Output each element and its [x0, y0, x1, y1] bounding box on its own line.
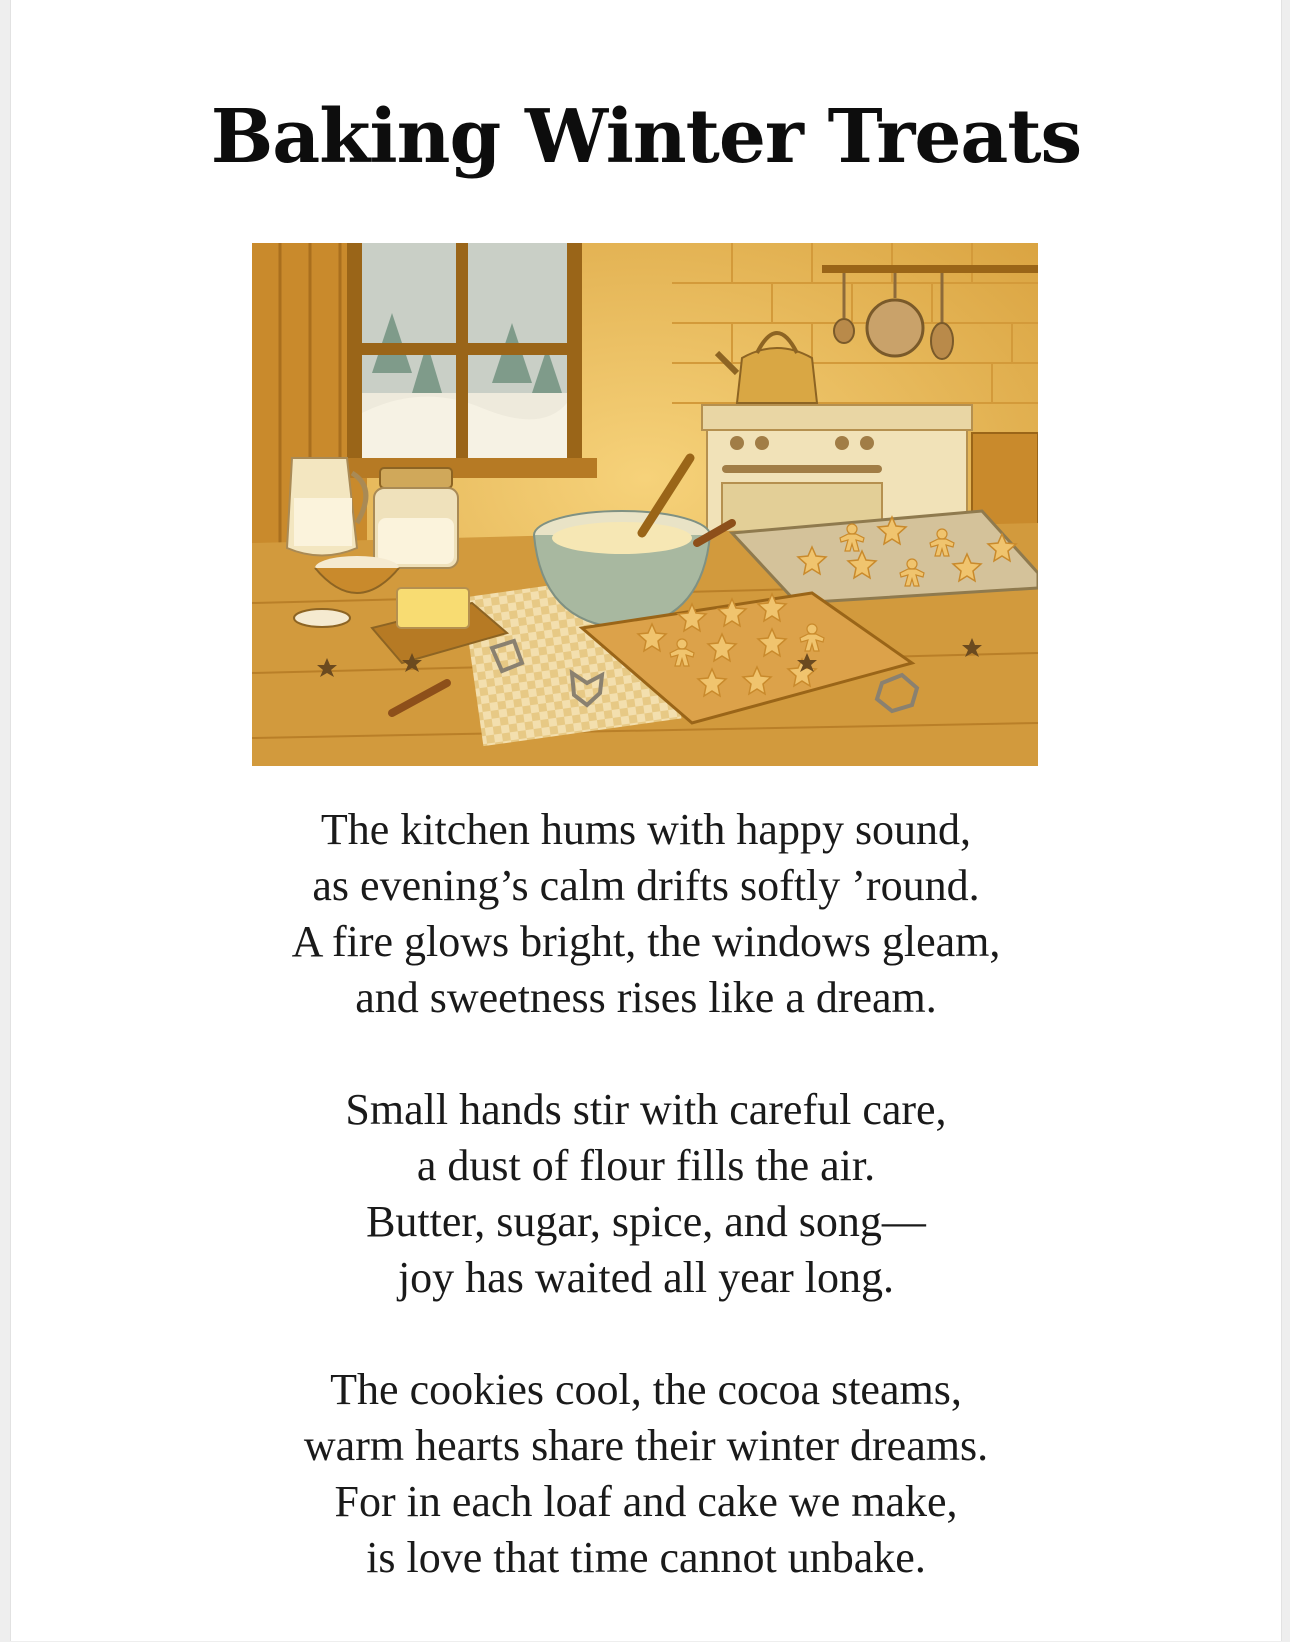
- poem: [11, 802, 1281, 1642]
- poem-line: as evening’s calm drifts softly ’round.: [312, 861, 980, 910]
- poem-line: Butter, sugar, spice, and song—: [366, 1197, 926, 1246]
- poem-line: A fire glows bright, the windows gleam,: [291, 917, 1001, 966]
- stanza-3: [11, 1362, 1281, 1586]
- poem-line: Small hands stir with careful care,: [345, 1085, 947, 1134]
- poem-line: The kitchen hums with happy sound,: [320, 805, 972, 854]
- poem-line: a dust of flour fills the air.: [416, 1141, 876, 1190]
- page-title: Baking Winter Treats: [210, 94, 1082, 180]
- poem-line: joy has waited all year long.: [397, 1253, 895, 1302]
- stanza-1: [11, 802, 1281, 1026]
- poem-line: is love that time cannot unbake.: [366, 1533, 926, 1582]
- poem-page: [10, 0, 1282, 1641]
- poem-line: and sweetness rises like a dream.: [355, 973, 937, 1022]
- poem-line: warm hearts share their winter dreams.: [303, 1421, 989, 1470]
- window-icon: [337, 243, 597, 478]
- poem-line: For in each loaf and cake we make,: [334, 1477, 958, 1526]
- jar-icon: [374, 468, 458, 568]
- stanza-2: [11, 1082, 1281, 1306]
- kitchen-illustration: [252, 243, 1038, 766]
- poem-line: The cookies cool, the cocoa steams,: [330, 1365, 962, 1414]
